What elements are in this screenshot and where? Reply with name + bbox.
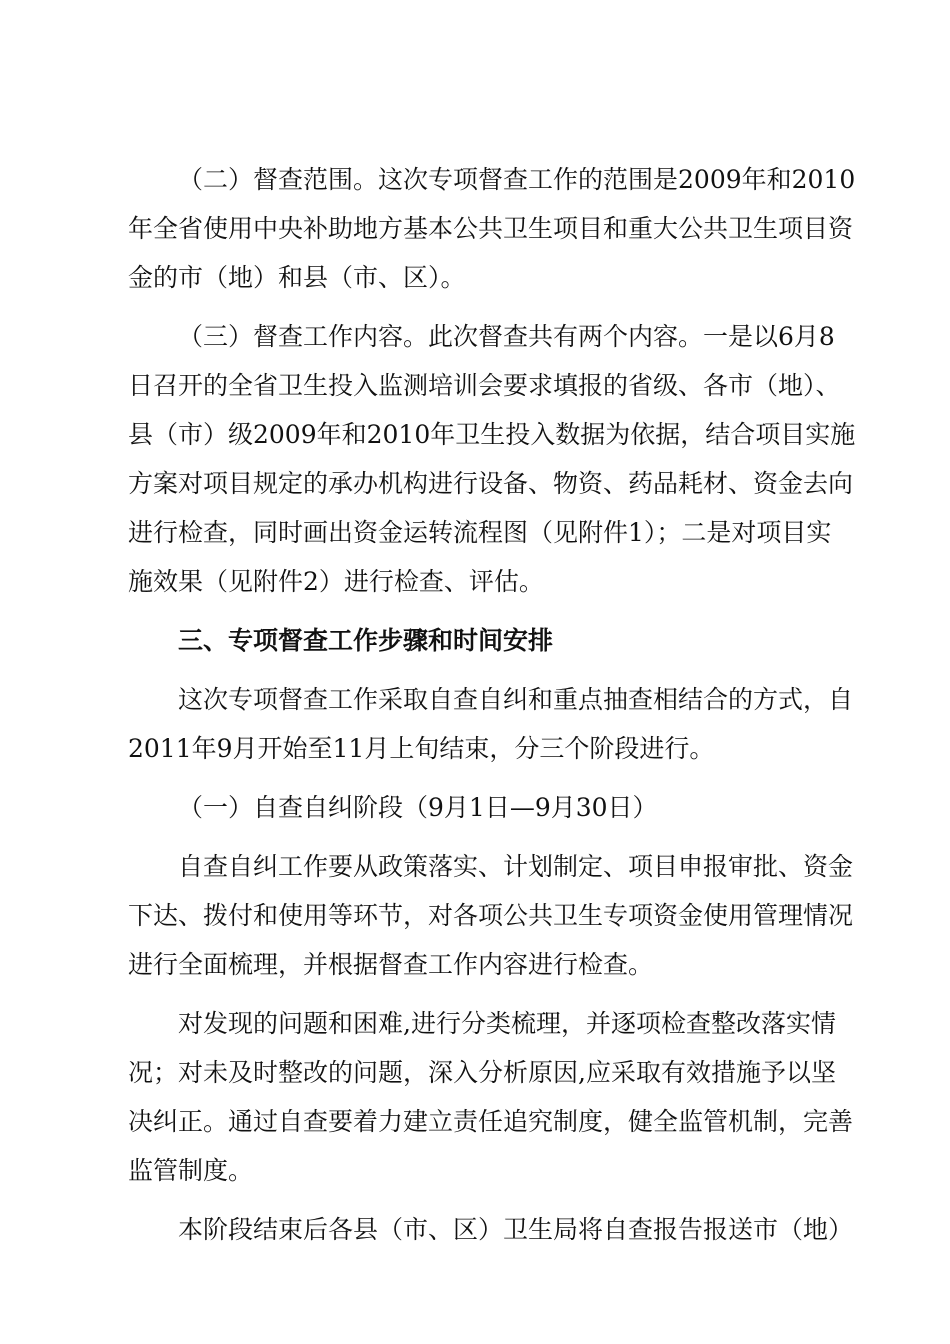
paragraph-line: 年全省使用中央补助地方基本公共卫生项目和重大公共卫生项目资 <box>128 214 854 243</box>
paragraph-problems <box>128 999 854 1195</box>
paragraph-line: 本阶段结束后各县（市、区）卫生局将自查报告报送市（地） <box>178 1215 854 1244</box>
paragraph-line: 监管制度。 <box>128 1156 254 1185</box>
paragraph-line: 进行检查，同时画出资金运转流程图（见附件1）；二是对项目实 <box>128 518 832 547</box>
paragraph-line: 2011年9月开始至11月上旬结束，分三个阶段进行。 <box>128 734 715 763</box>
paragraph-line: 下达、拨付和使用等环节，对各项公共卫生专项资金使用管理情况 <box>128 901 854 930</box>
paragraph-self-check <box>128 842 854 989</box>
paragraph-line: 对发现的问题和困难,进行分类梳理，并逐项检查整改落实情 <box>178 1009 836 1038</box>
paragraph-report <box>128 1205 854 1254</box>
section-heading <box>128 616 826 665</box>
subsection-heading-text: （一）自查自纠阶段（9月1日—9月30日） <box>178 793 658 822</box>
paragraph-line: （三）督查工作内容。此次督查共有两个内容。一是以6月8 <box>178 322 835 351</box>
paragraph-line: 县（市）级2009年和2010年卫生投入数据为依据，结合项目实施 <box>128 420 856 449</box>
paragraph-line: 决纠正。通过自查要着力建立责任追究制度，健全监管机制，完善 <box>128 1107 854 1136</box>
paragraph-content <box>128 312 856 606</box>
paragraph-line: 自查自纠工作要从政策落实、计划制定、项目申报审批、资金 <box>178 852 854 881</box>
paragraph-line: 施效果（见附件2）进行检查、评估。 <box>128 567 544 596</box>
subsection-heading <box>128 783 826 832</box>
document-body <box>128 155 856 1254</box>
paragraph-line: 况；对未及时整改的问题，深入分析原因,应采取有效措施予以坚 <box>128 1058 836 1087</box>
section-heading-text: 三、专项督查工作步骤和时间安排 <box>178 626 554 655</box>
paragraph-line: 金的市（地）和县（市、区）。 <box>128 263 466 292</box>
paragraph-line: 日召开的全省卫生投入监测培训会要求填报的省级、各市（地）、 <box>128 371 841 400</box>
paragraph-scope <box>128 155 856 302</box>
paragraph-line: 进行全面梳理，并根据督查工作内容进行检查。 <box>128 950 654 979</box>
paragraph-line: （二）督查范围。这次专项督查工作的范围是2009年和2010 <box>178 165 856 194</box>
paragraph-line: 这次专项督查工作采取自查自纠和重点抽查相结合的方式，自 <box>178 685 854 714</box>
paragraph-line: 方案对项目规定的承办机构进行设备、物资、药品耗材、资金去向 <box>128 469 854 498</box>
paragraph-method <box>128 675 854 773</box>
